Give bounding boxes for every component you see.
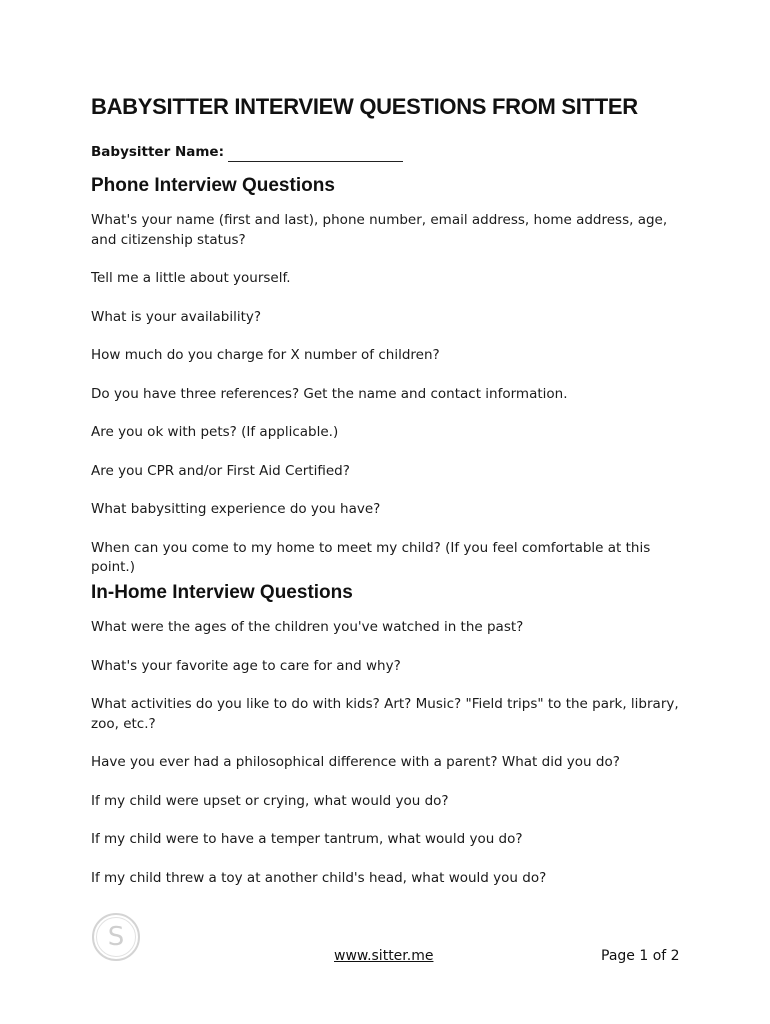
document-content xyxy=(91,90,691,886)
question-item: Have you ever had a philosophical difference with a parent? What did you do? xyxy=(91,754,620,770)
in-home-question-list xyxy=(91,618,691,888)
question-item: Are you ok with pets? (If applicable.) xyxy=(91,424,339,440)
phone-section-heading: Phone Interview Questions xyxy=(91,175,335,196)
question-item: If my child were to have a temper tantrum, what would you do? xyxy=(91,831,523,847)
babysitter-name-blank-line[interactable] xyxy=(228,147,403,162)
question-item: Do you have three references? Get the name and contact information. xyxy=(91,385,568,402)
question-item: What were the ages of the children you've watched in the past? xyxy=(91,619,524,635)
question-item: What's your favorite age to care for and why? xyxy=(91,657,401,674)
sitter-website-link[interactable]: www.sitter.me xyxy=(334,948,434,964)
question-item: Tell me a little about yourself. xyxy=(91,270,291,286)
sitter-logo-icon xyxy=(92,913,140,961)
in-home-section-heading: In-Home Interview Questions xyxy=(91,582,353,603)
phone-question-list xyxy=(91,211,691,578)
question-item: What is your availability? xyxy=(91,308,262,325)
babysitter-name-field xyxy=(91,142,691,162)
in-home-interview-section xyxy=(91,580,691,888)
babysitter-name-label: Babysitter Name: xyxy=(91,144,224,160)
page-number: Page 1 of 2 xyxy=(601,948,680,964)
sitter-logo-letter: S xyxy=(96,917,136,957)
question-item: When can you come to my home to meet my child? (If you feel comfortable at this point.) xyxy=(91,539,651,575)
question-item: What's your name (first and last), phone number, email address, home address, age, and citizenship status? xyxy=(91,212,668,248)
phone-interview-section xyxy=(91,173,691,578)
question-item: If my child threw a toy at another child's head, what would you do? xyxy=(91,869,547,886)
question-item: How much do you charge for X number of children? xyxy=(91,347,440,363)
question-item: Are you CPR and/or First Aid Certified? xyxy=(91,462,350,479)
document-title: BABYSITTER INTERVIEW QUESTIONS FROM SITTER xyxy=(91,94,638,119)
question-item: If my child were upset or crying, what would you do? xyxy=(91,792,449,809)
question-item: What activities do you like to do with kids? Art? Music? "Field trips" to the park, library, zoo, etc.? xyxy=(91,696,679,732)
question-item: What babysitting experience do you have? xyxy=(91,501,381,517)
